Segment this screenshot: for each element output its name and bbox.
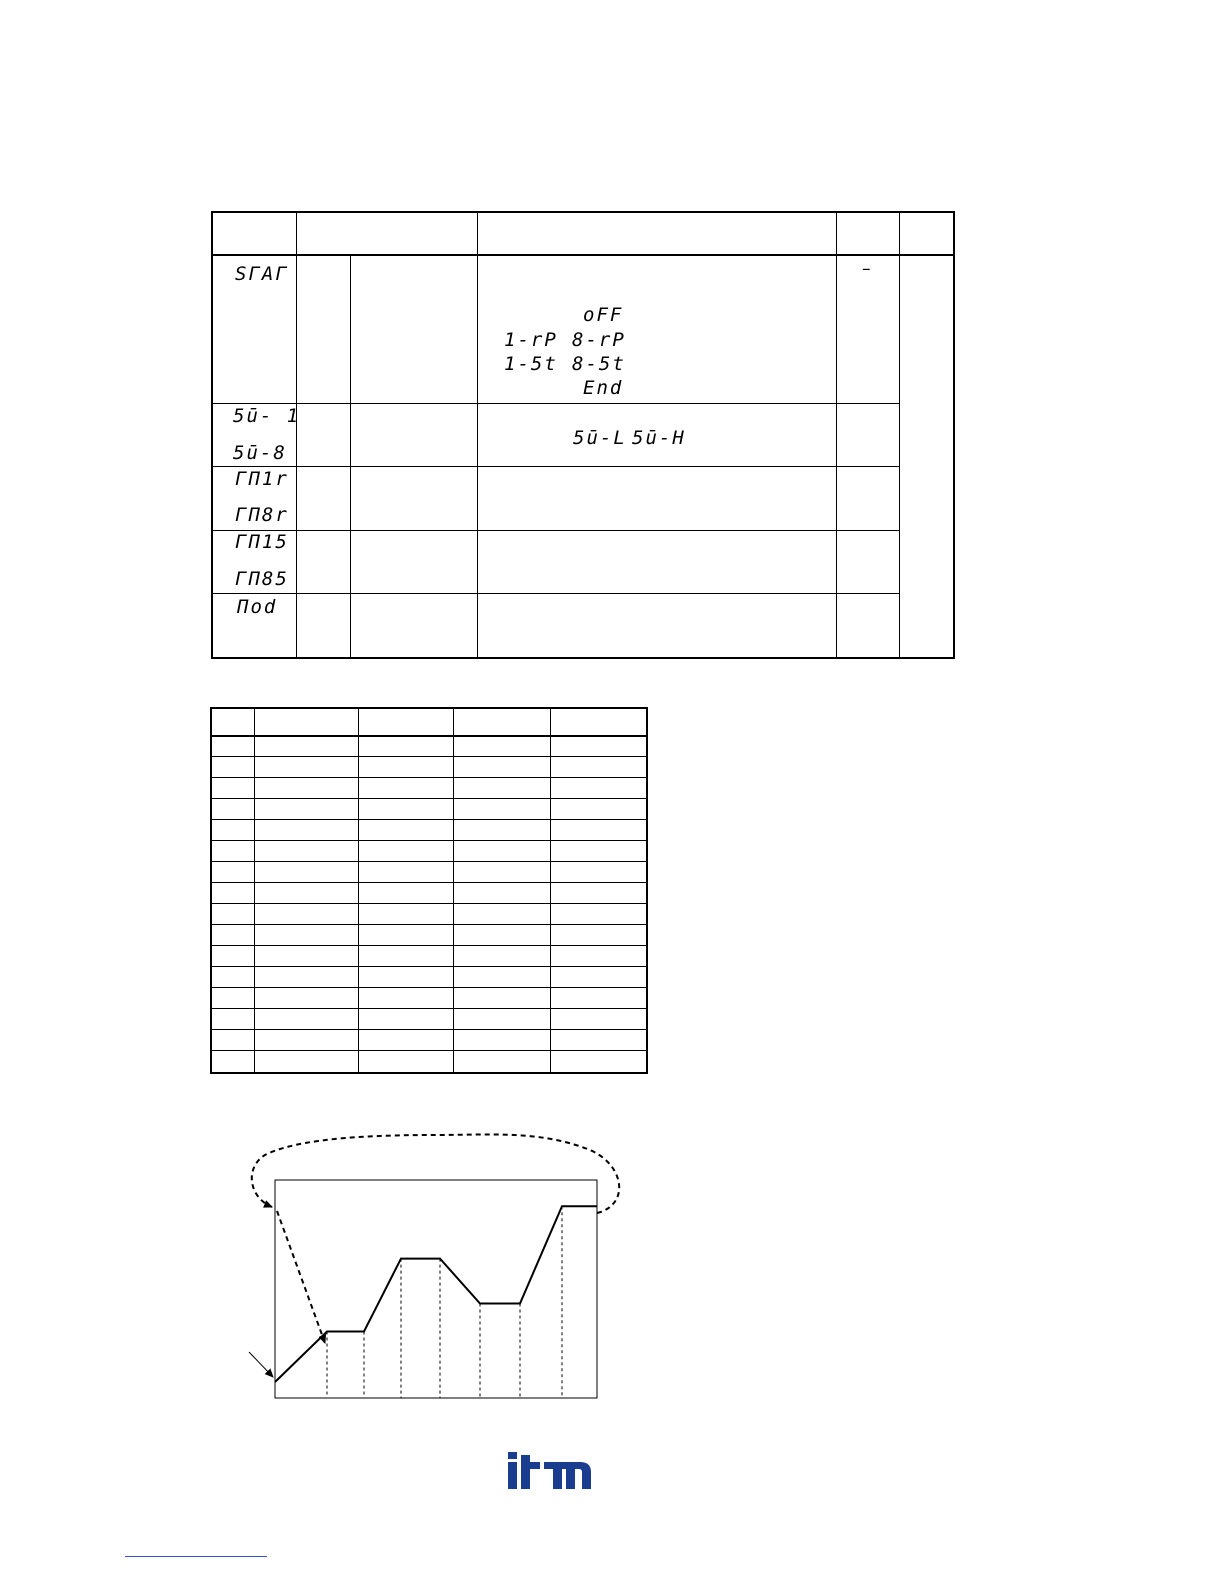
profile-frame (275, 1180, 597, 1398)
footer-link-line (125, 1556, 267, 1557)
param-code-tm8r: ΓΠ8r (235, 504, 289, 526)
param-code-tm1s: ΓΠ15 (235, 531, 289, 553)
start-option-8st: 8-5t (572, 353, 626, 375)
parameter-table (211, 211, 953, 657)
param-code-start: SΓAΓ (235, 263, 289, 285)
param-code-sv1: 5ū- 1 (233, 405, 301, 427)
start-option-1st: 1-5t (504, 353, 558, 375)
start-option-8rp: 8-rP (572, 329, 626, 351)
repeat-start-arrow (277, 1211, 325, 1343)
start-option-off: oFF (583, 304, 624, 326)
param-code-mod: Πod (237, 596, 278, 618)
param-code-sv8: 5ū-8 (233, 442, 287, 464)
program-profile-chart (240, 1125, 640, 1410)
program-grid-table (210, 707, 646, 1072)
repeat-loop-curve (252, 1134, 619, 1213)
param-code-tm8s: ΓΠ85 (235, 568, 289, 590)
range-sv-low: 5ū-L (573, 427, 627, 449)
param-default-dash: – (862, 259, 871, 279)
start-point-arrow (249, 1352, 273, 1377)
itm-logo (508, 1452, 592, 1492)
program-grid-border (210, 707, 648, 1074)
profile-line (275, 1206, 597, 1382)
start-option-1rp: 1-rP (504, 329, 558, 351)
start-option-end: End (583, 377, 624, 399)
param-code-tm1r: ΓΠ1r (235, 468, 289, 490)
range-sv-high: 5ū-H (632, 427, 686, 449)
